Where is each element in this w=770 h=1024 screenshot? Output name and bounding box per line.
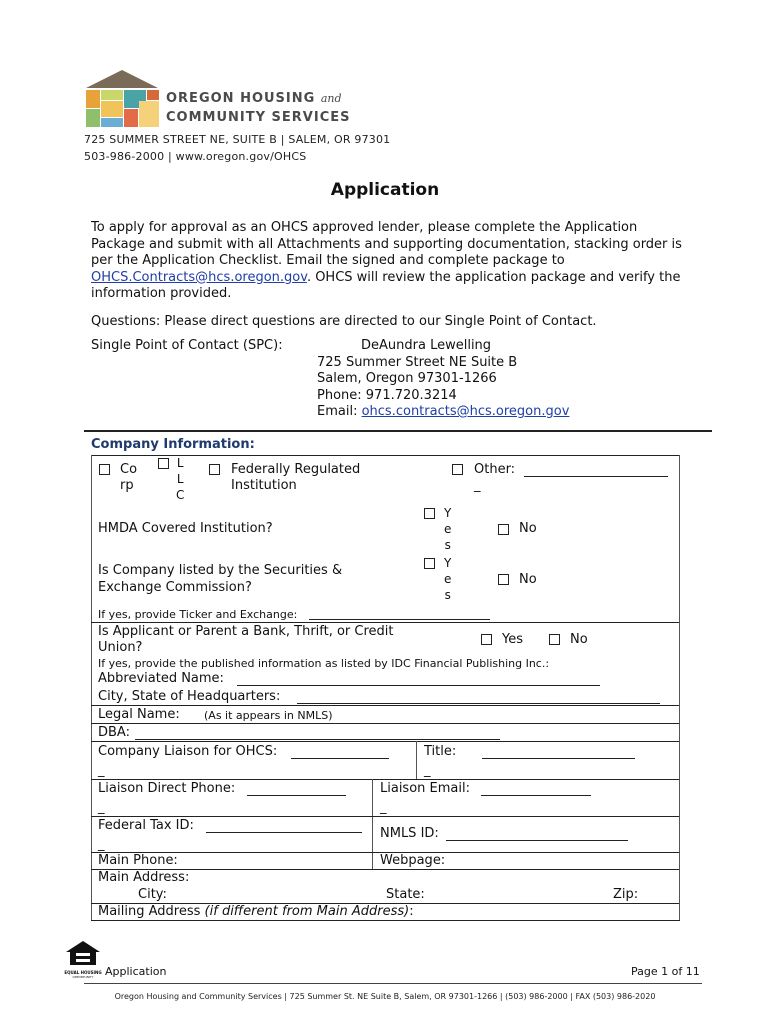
liaison-input[interactable] — [291, 744, 389, 759]
section-divider — [84, 430, 712, 432]
mailing-note: (if different from Main Address) — [204, 904, 410, 919]
nmls-input[interactable] — [446, 826, 628, 841]
spc-name: DeAundra Lewelling — [361, 338, 492, 353]
spc-label: Single Point of Contact (SPC): — [91, 338, 283, 353]
row-divider-legal — [91, 705, 679, 706]
bank-yes-label: Yes — [502, 632, 523, 647]
hmda-yes-s: s — [444, 538, 451, 552]
ticker-label: If yes, provide Ticker and Exchange: — [98, 608, 298, 621]
sec-yes-s: s — [444, 588, 451, 602]
org-name-1: OREGON HOUSING — [166, 91, 316, 106]
row-divider-dba — [91, 723, 679, 724]
corp-label-1: Co — [120, 462, 138, 477]
mailing-address-label — [98, 904, 414, 919]
fed-label-2: Institution — [231, 478, 297, 493]
dba-input[interactable] — [135, 725, 500, 740]
sec-label-1: Is Company listed by the Securities & — [98, 563, 343, 578]
bank-no-label: No — [570, 632, 588, 647]
webpage-label: Webpage: — [380, 853, 446, 868]
row-divider-phone — [91, 779, 679, 780]
hmda-yes-label — [444, 505, 451, 553]
mailing-colon: : — [409, 904, 414, 919]
sec-no-checkbox[interactable] — [498, 574, 509, 585]
title-tail: _ — [424, 763, 431, 778]
spc-email-label: Email: — [317, 404, 362, 419]
eho-text-1: EQUAL HOUSING — [64, 970, 102, 975]
idc-note: If yes, provide the published information as listed by IDC Financial Publishing Inc.: — [98, 657, 550, 670]
liaison-email-label: Liaison Email: — [380, 781, 470, 796]
spc-phone: Phone: 971.720.3214 — [317, 387, 457, 403]
footer-doc-name: Application — [105, 965, 167, 978]
bank-no-checkbox[interactable] — [549, 634, 560, 645]
corp-label — [120, 462, 137, 494]
hmda-yes-checkbox[interactable] — [424, 508, 435, 519]
org-name-and: and — [320, 92, 342, 105]
zip-label: Zip: — [613, 887, 639, 902]
form-right-border — [679, 455, 680, 920]
questions-text: Questions: Please direct questions are directed to our Single Point of Contact. — [91, 314, 597, 329]
row-divider-liaison — [91, 741, 679, 742]
fed-tax-label: Federal Tax ID: — [98, 818, 194, 833]
llc-l2: L — [176, 472, 184, 486]
ohcs-logo — [84, 68, 164, 130]
intro-paragraph — [91, 220, 691, 303]
sec-yes-e: e — [444, 572, 452, 586]
hmda-yes-y: Y — [444, 506, 452, 520]
city-label: City: — [138, 887, 167, 902]
liaison-email-tail: _ — [380, 800, 387, 815]
sec-yes-checkbox[interactable] — [424, 558, 435, 569]
sec-yes-label — [444, 555, 451, 603]
footer-page-number: Page 1 of 11 — [631, 965, 700, 978]
city-hq-input[interactable] — [297, 689, 660, 704]
llc-c: C — [176, 488, 185, 502]
spc-block — [317, 338, 569, 421]
ticker-input[interactable] — [309, 607, 490, 620]
footer-contact: Oregon Housing and Community Services | 725 Summer St. NE Suite B, Salem, OR 97301-1266 | (503) 986-2000 | FAX (503) 986-2020 — [114, 992, 656, 1001]
corp-label-2: rp — [120, 478, 134, 493]
equal-housing-logo — [64, 940, 102, 979]
liaison-phone-label: Liaison Direct Phone: — [98, 781, 236, 796]
liaison-tail: _ — [98, 763, 105, 778]
title-input[interactable] — [482, 744, 635, 759]
bank-label — [98, 624, 394, 656]
sec-label — [98, 563, 342, 596]
sec-no-label: No — [519, 572, 537, 587]
other-tail: _ — [474, 478, 481, 493]
row-divider-bank — [91, 622, 679, 623]
other-input[interactable] — [524, 462, 668, 477]
liaison-phone-tail: _ — [98, 800, 105, 815]
corp-checkbox[interactable] — [99, 464, 110, 475]
abbrev-name-label: Abbreviated Name: — [98, 671, 224, 686]
bank-label-2: Union? — [98, 640, 143, 655]
org-phone-web: 503-986-2000 | www.oregon.gov/OHCS — [84, 150, 307, 163]
equal-housing-icon — [64, 940, 102, 966]
abbrev-name-input[interactable] — [237, 671, 600, 686]
fed-label-1: Federally Regulated — [231, 462, 361, 477]
liaison-phone-input[interactable] — [247, 781, 346, 796]
fed-tax-tail: _ — [98, 837, 105, 852]
phone-email-divider — [372, 779, 373, 869]
state-label: State: — [386, 887, 425, 902]
spc-email-row — [317, 404, 569, 421]
other-label: Other: — [474, 462, 516, 477]
row-divider-taxid — [91, 816, 679, 817]
eho-text-2: OPPORTUNITY — [72, 975, 94, 979]
footer-divider — [84, 983, 702, 984]
liaison-email-input[interactable] — [481, 781, 591, 796]
form-left-border — [91, 455, 92, 920]
form-bottom-border — [91, 920, 680, 921]
fed-tax-input[interactable] — [206, 818, 362, 833]
sec-label-2: Exchange Commission? — [98, 579, 252, 595]
spc-city: Salem, Oregon 97301-1266 — [317, 371, 497, 386]
spc-email-link[interactable]: ohcs.contracts@hcs.oregon.gov — [361, 404, 570, 419]
federally-regulated-checkbox[interactable] — [209, 464, 220, 475]
other-checkbox[interactable] — [452, 464, 463, 475]
main-address-label: Main Address: — [98, 870, 190, 885]
title-label: Title: — [424, 744, 457, 759]
house-logo-icon — [84, 68, 164, 130]
llc-checkbox[interactable] — [158, 458, 169, 469]
bank-yes-checkbox[interactable] — [481, 634, 492, 645]
hmda-no-checkbox[interactable] — [498, 524, 509, 535]
hmda-no-label: No — [519, 521, 537, 536]
main-phone-label: Main Phone: — [98, 853, 178, 868]
intro-text-2: . OHCS will review the application package and verify the information provided. — [91, 269, 681, 301]
legal-name-label: Legal Name: — [98, 707, 180, 722]
liaison-title-divider — [416, 741, 417, 780]
llc-label — [176, 455, 184, 503]
contracts-email-link[interactable]: OHCS.Contracts@hcs.oregon.gov — [91, 269, 307, 285]
city-hq-label: City, State of Headquarters: — [98, 689, 281, 704]
mailing-label-text: Mailing Address — [98, 904, 205, 919]
page-title: Application — [330, 180, 440, 200]
liaison-label: Company Liaison for OHCS: — [98, 744, 278, 759]
hmda-yes-e: e — [444, 522, 452, 536]
legal-name-note: (As it appears in NMLS) — [204, 709, 333, 722]
spc-street: 725 Summer Street NE Suite B — [317, 354, 518, 370]
org-address: 725 SUMMER STREET NE, SUITE B | SALEM, OR 97301 — [84, 133, 391, 146]
intro-text-1: To apply for approval as an OHCS approved lender, please complete the Application Package and submit with all Attachments and supporting documentation, stacking order is per the Application Checklist. Email the signed and complete package to — [91, 220, 682, 268]
org-name-line2: COMMUNITY SERVICES — [166, 110, 351, 125]
llc-l1: L — [176, 456, 184, 470]
hmda-label: HMDA Covered Institution? — [98, 521, 273, 536]
company-info-heading: Company Information: — [91, 437, 255, 452]
bank-label-1: Is Applicant or Parent a Bank, Thrift, or Credit — [98, 624, 394, 639]
federally-regulated-label — [231, 462, 360, 494]
org-name-line1 — [166, 91, 342, 106]
dba-label: DBA: — [98, 725, 130, 740]
nmls-label: NMLS ID: — [380, 826, 439, 841]
sec-yes-y: Y — [444, 556, 452, 570]
